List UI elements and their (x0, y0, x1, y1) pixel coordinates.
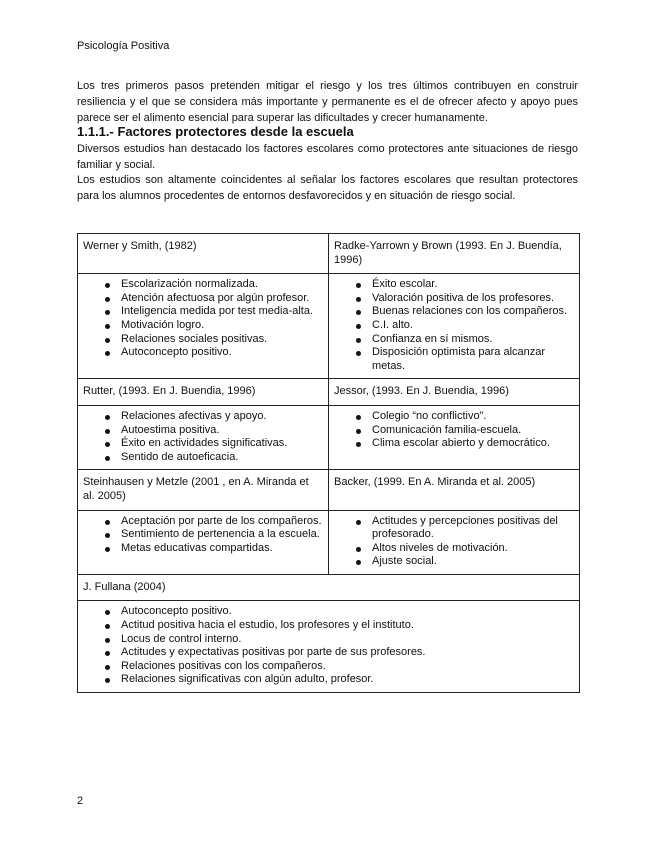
list-item: Inteligencia medida por test media-alta. (121, 305, 323, 319)
list-item: Éxito en actividades significativas. (121, 437, 323, 451)
list-item: Aceptación por parte de los compañeros. (121, 514, 322, 527)
list-item: Actitudes y expectativas positivas por parte de sus profesores. (121, 646, 574, 660)
factors-cell (329, 274, 580, 379)
factor-list (334, 410, 574, 451)
factors-cell (78, 601, 580, 693)
list-item: Escolarización normalizada. (121, 278, 323, 292)
list-item: Atención afectuosa por algún profesor. (121, 292, 323, 306)
author-cell: Steinhausen y Metzle (2001 , en A. Miranda et al. 2005) (78, 470, 329, 510)
author-cell: Rutter, (1993. En J. Buendia, 1996) (78, 379, 329, 406)
table-factors-row (78, 274, 580, 379)
list-item: Autoestima positiva. (121, 424, 323, 438)
list-item: Relaciones positivas con los compañeros. (121, 660, 574, 674)
list-item: Sentido de autoeficacia. (121, 451, 323, 465)
factor-list (83, 605, 574, 687)
author-cell: Werner y Smith, (1982) (78, 234, 329, 274)
section-paragraph: Diversos estudios han destacado los factores escolares como protectores ante situaciones de riesgo familiar y social. (77, 143, 578, 171)
factor-list (334, 278, 574, 373)
list-item: Buenas relaciones con los compañeros. (372, 305, 574, 319)
table-author-row (78, 574, 580, 601)
list-item: Actitud positiva hacia el estudio, los profesores y el instituto. (121, 619, 574, 633)
factors-cell (78, 274, 329, 379)
factor-list (334, 515, 574, 569)
list-item: Motivación logro. (121, 319, 323, 333)
list-item: Autoconcepto positivo. (121, 346, 323, 360)
factors-cell (329, 405, 580, 469)
list-item: Actitudes y percepciones positivas del profesorado. (372, 515, 574, 542)
factor-list (83, 515, 323, 556)
author-cell: Jessor, (1993. En J. Buendia, 1996) (329, 379, 580, 406)
table-factors-row (78, 510, 580, 574)
section-paragraph: Los estudios son altamente coincidentes al señalar los factores escolares que resultan protectores para los alumnos procedentes de entornos desfavorecidos y en situación de riesgo social. (77, 174, 578, 202)
table-author-row (78, 379, 580, 406)
page-header: Psicología Positiva (77, 40, 170, 52)
list-item: Valoración positiva de los profesores. (372, 292, 574, 306)
list-item: Relaciones significativas con algún adulto, profesor. (121, 673, 574, 687)
list-item: Altos niveles de motivación. (372, 542, 574, 556)
author-cell: Radke-Yarrown y Brown (1993. En J. Buendía, 1996) (329, 234, 580, 274)
list-item: Relaciones afectivas y apoyo. (121, 410, 323, 424)
author-cell: Backer, (1999. En A. Miranda et al. 2005) (329, 470, 580, 510)
list-item: Sentimiento de pertenencia a la escuela. (121, 528, 323, 542)
list-item: Autoconcepto positivo. (121, 605, 574, 619)
table-author-row (78, 234, 580, 274)
protective-factors-table (77, 233, 580, 693)
list-item: Clima escolar abierto y democrático. (372, 437, 574, 451)
list-item: Disposición optimista para alcanzar metas. (372, 346, 574, 373)
factors-cell (329, 510, 580, 574)
factor-list (83, 410, 323, 464)
list-item: Relaciones sociales positivas. (121, 333, 323, 347)
list-item: Ajuste social. (372, 555, 574, 569)
section-heading: 1.1.1.- Factores protectores desde la escuela (77, 124, 354, 139)
intro-paragraph: Los tres primeros pasos pretenden mitigar el riesgo y los tres últimos contribuyen en construir resiliencia y el que se considera más importante y permanente es el de ofrecer afecto y apoyo pues parece ser el alimento esencial para superar las dificultades y crecer humanamente. (77, 80, 578, 124)
list-item: C.I. alto. (372, 319, 574, 333)
list-item: Locus de control interno. (121, 633, 574, 647)
author-cell: J. Fullana (2004) (78, 574, 580, 601)
list-item: Comunicación familia-escuela. (372, 424, 574, 438)
table-author-row (78, 470, 580, 510)
factors-cell (78, 510, 329, 574)
factor-list (83, 278, 323, 360)
list-item: Éxito escolar. (372, 278, 574, 292)
table-factors-row (78, 405, 580, 469)
page-number: 2 (77, 795, 84, 807)
list-item: Colegio “no conflictivo”. (372, 410, 574, 424)
table-factors-row (78, 601, 580, 693)
factors-cell (78, 405, 329, 469)
list-item: Confianza en sí mismos. (372, 333, 574, 347)
list-item: Metas educativas compartidas. (121, 542, 323, 556)
